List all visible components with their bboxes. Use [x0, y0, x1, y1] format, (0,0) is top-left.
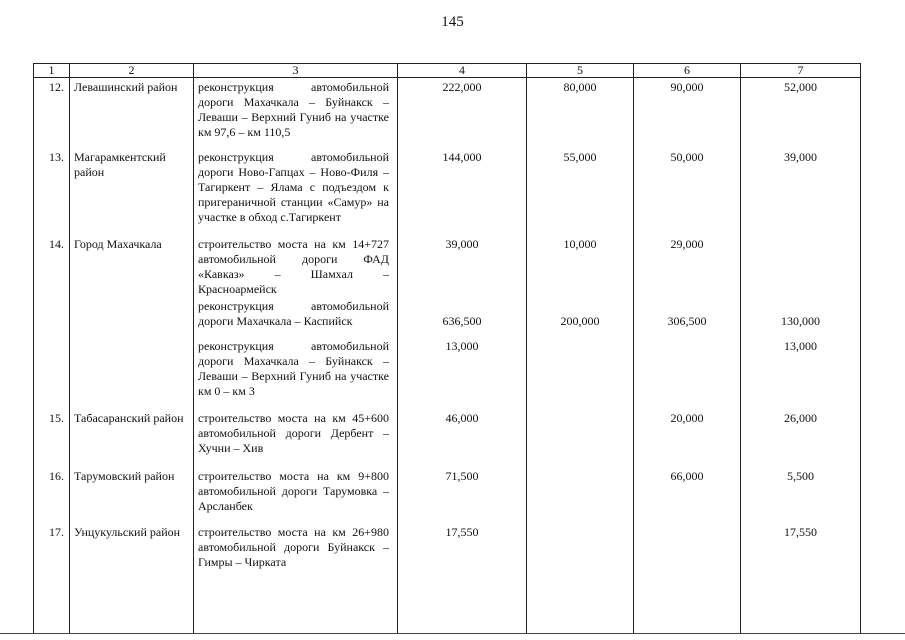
row-number-cell: 16. — [34, 467, 70, 523]
row-number-cell: 14. — [34, 235, 70, 297]
value-cell-6: 50,000 — [634, 148, 741, 235]
total-cell: 636,500 — [398, 297, 527, 337]
table-row — [34, 337, 861, 409]
value-cell-7: 5,500 — [741, 467, 861, 523]
description-cell: реконструкция автомобильной дороги Махачкала – Буйнакск – Леваши – Верхний Гуниб на участке км 97,6 – км 110,5 — [194, 78, 398, 148]
value-cell-6: 29,000 — [634, 235, 741, 297]
table-row — [34, 235, 861, 297]
district-cell — [70, 337, 194, 409]
value-cell-5 — [527, 467, 634, 523]
value-cell-7: 17,550 — [741, 523, 861, 633]
value-cell-5: 55,000 — [527, 148, 634, 235]
value-cell-7: 52,000 — [741, 78, 861, 148]
description-cell: реконструкция автомобильной дороги Махачкала – Каспийск — [194, 297, 398, 337]
column-header: 2 — [70, 64, 194, 78]
description-cell: строительство моста на км 26+980 автомобильной дороги Буйнакск – Гимры – Чирката — [194, 523, 398, 633]
total-cell: 144,000 — [398, 148, 527, 235]
column-header: 7 — [741, 64, 861, 78]
table-row — [34, 148, 861, 235]
value-cell-7: 130,000 — [741, 297, 861, 337]
value-cell-6: 90,000 — [634, 78, 741, 148]
description-cell: строительство моста на км 9+800 автомобильной дороги Тарумовка – Арсланбек — [194, 467, 398, 523]
value-cell-6: 20,000 — [634, 409, 741, 467]
value-cell-6 — [634, 523, 741, 633]
district-cell: Левашинский район — [70, 78, 194, 148]
row-number-cell — [34, 337, 70, 409]
table-row — [34, 409, 861, 467]
description-cell: реконструкция автомобильной дороги Ново-Гапцах – Ново-Филя – Тагиркент – Ялама с подъездом к пригераничной станции «Самур» на участке в обход с.Тагиркент — [194, 148, 398, 235]
total-cell: 71,500 — [398, 467, 527, 523]
district-cell: Тарумовский район — [70, 467, 194, 523]
column-header: 3 — [194, 64, 398, 78]
data-table — [33, 63, 861, 633]
header-row — [34, 64, 861, 78]
description-cell: строительство моста на км 14+727 автомобильной дороги ФАД «Кавказ» – Шамхал – Красноармейск — [194, 235, 398, 297]
value-cell-6 — [634, 337, 741, 409]
total-cell: 17,550 — [398, 523, 527, 633]
column-header: 1 — [34, 64, 70, 78]
table-row — [34, 297, 861, 337]
value-cell-5: 80,000 — [527, 78, 634, 148]
value-cell-6: 306,500 — [634, 297, 741, 337]
page-number: 145 — [441, 14, 464, 30]
column-header: 4 — [398, 64, 527, 78]
value-cell-5 — [527, 337, 634, 409]
value-cell-5: 10,000 — [527, 235, 634, 297]
table-body — [34, 78, 861, 633]
row-number-cell: 15. — [34, 409, 70, 467]
value-cell-7 — [741, 235, 861, 297]
district-cell — [70, 297, 194, 337]
description-cell: реконструкция автомобильной дороги Махачкала – Буйнакск – Леваши – Верхний Гуниб на участке км 0 – км 3 — [194, 337, 398, 409]
value-cell-6: 66,000 — [634, 467, 741, 523]
description-cell: строительство моста на км 45+600 автомобильной дороги Дербент – Хучни – Хив — [194, 409, 398, 467]
value-cell-7: 13,000 — [741, 337, 861, 409]
district-cell: Унцукульский район — [70, 523, 194, 633]
bottom-border-line — [0, 633, 905, 634]
column-header: 6 — [634, 64, 741, 78]
district-cell: Магарамкентский район — [70, 148, 194, 235]
table-row — [34, 78, 861, 148]
value-cell-7: 26,000 — [741, 409, 861, 467]
value-cell-5: 200,000 — [527, 297, 634, 337]
total-cell: 222,000 — [398, 78, 527, 148]
row-number-cell: 17. — [34, 523, 70, 633]
total-cell: 39,000 — [398, 235, 527, 297]
column-header: 5 — [527, 64, 634, 78]
district-cell: Город Махачкала — [70, 235, 194, 297]
total-cell: 46,000 — [398, 409, 527, 467]
value-cell-5 — [527, 523, 634, 633]
table-row — [34, 467, 861, 523]
row-number-cell — [34, 297, 70, 337]
value-cell-5 — [527, 409, 634, 467]
row-number-cell: 12. — [34, 78, 70, 148]
total-cell: 13,000 — [398, 337, 527, 409]
table-row — [34, 523, 861, 633]
district-cell: Табасаранский район — [70, 409, 194, 467]
value-cell-7: 39,000 — [741, 148, 861, 235]
row-number-cell: 13. — [34, 148, 70, 235]
